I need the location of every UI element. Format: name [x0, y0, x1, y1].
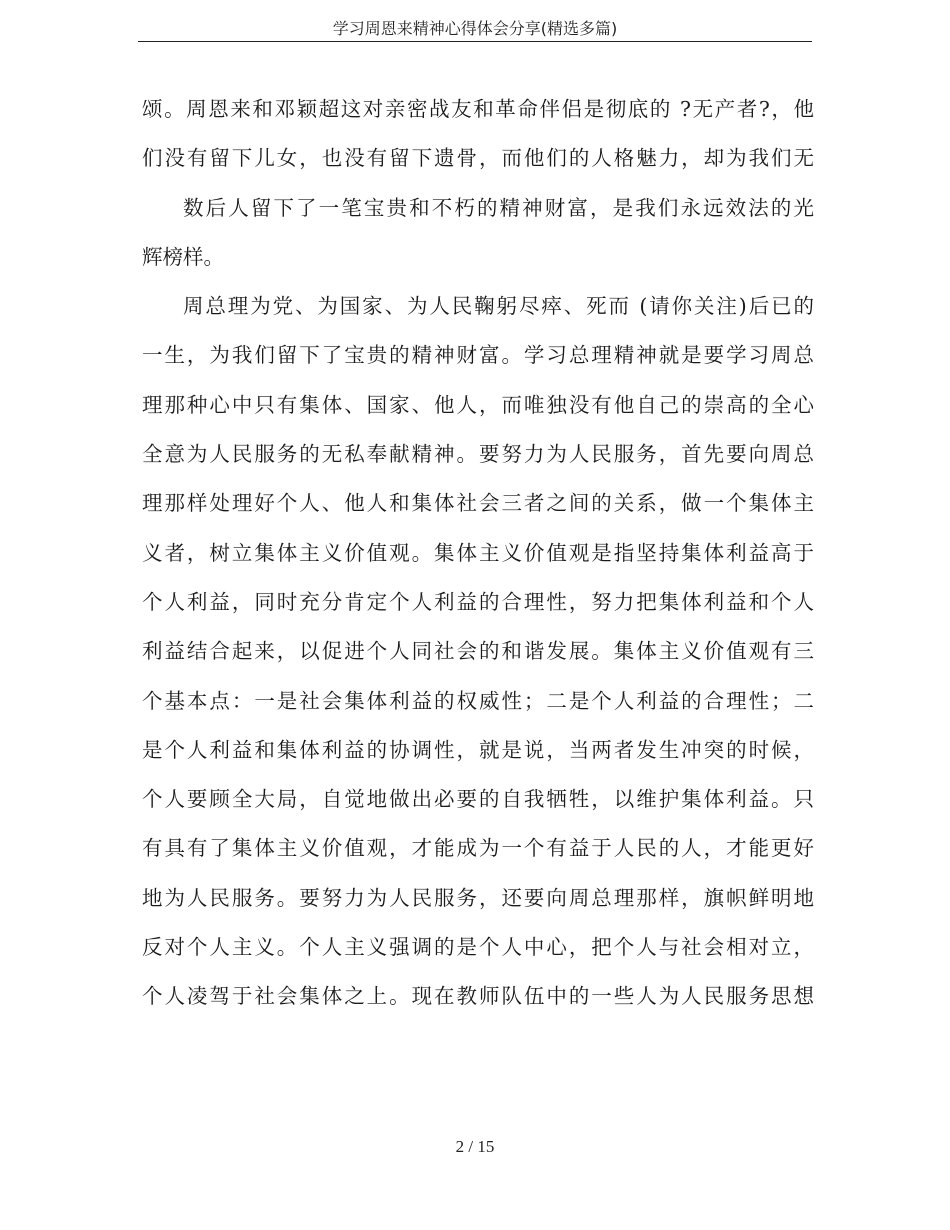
body-line: 地为人民服务。要努力为人民服务，还要向周总理那样，旗帜鲜明地 — [142, 885, 814, 910]
body-line: 辉榜样。 — [142, 244, 224, 269]
body-line: 个人凌驾于社会集体之上。现在教师队伍中的一些人为人民服务思想 — [142, 984, 814, 1009]
body-line: 理那样处理好个人、他人和集体社会三者之间的关系，做一个集体主 — [142, 491, 814, 516]
body-line: 一生，为我们留下了宝贵的精神财富。学习总理精神就是要学习周总 — [142, 343, 814, 368]
body-line: 数后人留下了一笔宝贵和不朽的精神财富，是我们永远效法的光 — [183, 195, 814, 220]
body-line: 是个人利益和集体利益的协调性，就是说，当两者发生冲突的时候， — [142, 737, 814, 762]
body-line: 周总理为党、为国家、为人民鞠躬尽瘁、死而 (请你关注)后已的 — [183, 294, 814, 319]
body-line: 利益结合起来，以促进个人同社会的和谐发展。集体主义价值观有三 — [142, 639, 814, 664]
body-line: 个人要顾全大局，自觉地做出必要的自我牺牲，以维护集体利益。只 — [142, 787, 814, 812]
body-line: 颂。周恩来和邓颖超这对亲密战友和革命伴侣是彻底的 ?无产者?，他 — [142, 97, 814, 121]
page-number: 2 / 15 — [455, 1137, 495, 1156]
body-line: 理那种心中只有集体、国家、他人，而唯独没有他自己的崇高的全心 — [142, 392, 814, 417]
body-line: 有具有了集体主义价值观，才能成为一个有益于人民的人，才能更好 — [142, 836, 814, 861]
body-line: 个人利益，同时充分肯定个人利益的合理性，努力把集体利益和个人 — [142, 589, 814, 614]
body-line: 个基本点：一是社会集体利益的权威性；二是个人利益的合理性；二 — [142, 688, 814, 713]
document-title: 学习周恩来精神心得体会分享(精选多篇) — [332, 19, 618, 38]
document-body — [142, 93, 814, 1030]
page-header — [138, 12, 812, 42]
body-line: 全意为人民服务的无私奉献精神。要努力为人民服务，首先要向周总 — [142, 442, 814, 467]
body-line: 反对个人主义。个人主义强调的是个人中心，把个人与社会相对立， — [142, 935, 814, 960]
body-line: 义者，树立集体主义价值观。集体主义价值观是指坚持集体利益高于 — [142, 540, 814, 565]
body-line: 们没有留下儿女，也没有留下遗骨，而他们的人格魅力，却为我们无 — [142, 146, 814, 171]
